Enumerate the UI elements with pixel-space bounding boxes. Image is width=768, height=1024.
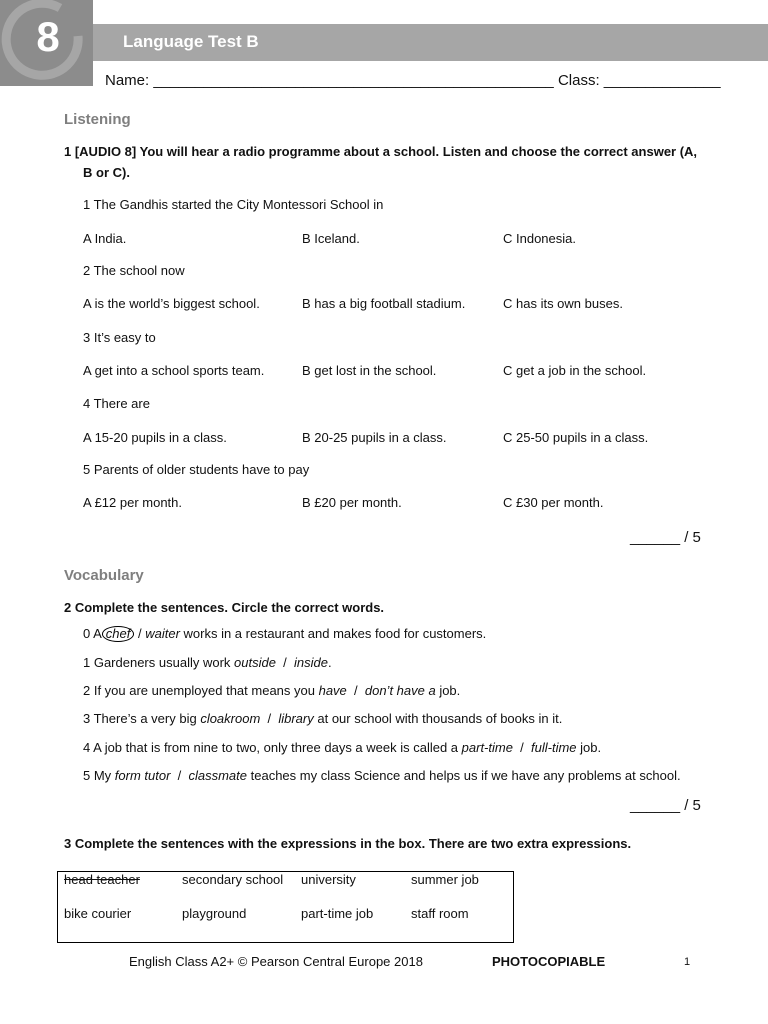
- vocabulary-score[interactable]: ______ / 5: [630, 797, 701, 814]
- footer-photocopiable: PHOTOCOPIABLE: [492, 954, 606, 969]
- expression-part-time-job: part-time job: [301, 906, 374, 921]
- option-form-tutor[interactable]: form tutor: [114, 768, 171, 783]
- question-3-stem: 3 It’s easy to: [83, 330, 156, 345]
- question-1-option-c[interactable]: C Indonesia.: [503, 231, 576, 246]
- option-classmate[interactable]: classmate: [188, 768, 248, 783]
- expression-head-teacher: head teacher: [64, 872, 140, 887]
- question-3-option-b[interactable]: B get lost in the school.: [302, 363, 437, 378]
- listening-instruction-line1: 1 [AUDIO 8] You will hear a radio programme about a school. Listen and choose the correct answer (A,: [64, 144, 698, 159]
- question-1-option-a[interactable]: A India.: [83, 231, 127, 246]
- footer-copyright: English Class A2+ © Pearson Central Europe 2018: [129, 954, 423, 969]
- title-bar: [93, 24, 768, 61]
- vocab-sentence-2: 2 If you are unemployed that means you have / don’t have a job.: [83, 683, 461, 698]
- option-dont-have-a[interactable]: don’t have a: [364, 683, 436, 698]
- expression-bike-courier: bike courier: [64, 906, 132, 921]
- vocab-sentence-3: 3 There’s a very big cloakroom / library at our school with thousands of books in it.: [83, 711, 563, 726]
- question-4-option-a[interactable]: A 15-20 pupils in a class.: [83, 430, 227, 445]
- question-1-stem: 1 The Gandhis started the City Montessori School in: [83, 197, 384, 212]
- exercise-3-instruction: 3 Complete the sentences with the expressions in the box. There are two extra expressions.: [64, 836, 632, 851]
- unit-badge: [0, 0, 93, 86]
- question-4-option-b[interactable]: B 20-25 pupils in a class.: [302, 430, 447, 445]
- question-4-stem: 4 There are: [83, 396, 150, 411]
- question-5-option-a[interactable]: A £12 per month.: [83, 495, 183, 510]
- expression-staff-room: staff room: [411, 906, 469, 921]
- question-3-option-a[interactable]: A get into a school sports team.: [83, 363, 265, 378]
- vocab-sentence-4: 4 A job that is from nine to two, only three days a week is called a part-time / full-time job.: [83, 740, 602, 755]
- question-5-option-c[interactable]: C £30 per month.: [503, 495, 604, 510]
- vocab-sentence-5: 5 My form tutor / classmate teaches my class Science and helps us if we have any problems at school.: [83, 768, 681, 783]
- vocabulary-instruction: 2 Complete the sentences. Circle the correct words.: [64, 600, 385, 615]
- expression-summer-job: summer job: [411, 872, 479, 887]
- expression-box: [57, 871, 514, 943]
- question-1-option-b[interactable]: B Iceland.: [302, 231, 360, 246]
- question-5-stem: 5 Parents of older students have to pay: [83, 462, 310, 477]
- option-full-time[interactable]: full-time: [531, 740, 577, 755]
- vocabulary-heading: Vocabulary: [64, 567, 144, 584]
- question-3-option-c[interactable]: C get a job in the school.: [503, 363, 647, 378]
- option-part-time[interactable]: part-time: [461, 740, 513, 755]
- option-waiter[interactable]: waiter: [145, 626, 180, 641]
- name-class-line[interactable]: Name: ________________________________________________ Class: ______________: [105, 72, 721, 89]
- listening-heading: Listening: [64, 111, 131, 128]
- option-cloakroom[interactable]: cloakroom: [200, 711, 261, 726]
- listening-instruction: [64, 141, 704, 183]
- listening-instruction-line2: B or C).: [83, 165, 130, 180]
- expression-playground: playground: [182, 906, 247, 921]
- option-have[interactable]: have: [318, 683, 347, 698]
- question-2-option-b[interactable]: B has a big football stadium.: [302, 296, 466, 311]
- question-2-option-a[interactable]: A is the world’s biggest school.: [83, 296, 260, 311]
- listening-score[interactable]: ______ / 5: [630, 529, 701, 546]
- option-outside[interactable]: outside: [234, 655, 276, 670]
- question-5-option-b[interactable]: B £20 per month.: [302, 495, 402, 510]
- option-library[interactable]: library: [278, 711, 314, 726]
- option-inside[interactable]: inside: [294, 655, 328, 670]
- question-2-stem: 2 The school now: [83, 263, 185, 278]
- question-2-option-c[interactable]: C has its own buses.: [503, 296, 623, 311]
- circled-answer-chef[interactable]: chef: [102, 626, 135, 642]
- expression-secondary-school: secondary school: [182, 872, 284, 887]
- unit-number: 8: [36, 13, 60, 60]
- page-number: 1: [684, 956, 691, 968]
- vocab-sentence-0: 0 A chef / waiter works in a restaurant and makes food for customers.: [83, 626, 487, 641]
- vocab-sentence-1: 1 Gardeners usually work outside / inside.: [83, 655, 332, 670]
- question-4-option-c[interactable]: C 25-50 pupils in a class.: [503, 430, 649, 445]
- expression-university: university: [301, 872, 356, 887]
- page-title: Language Test B: [123, 32, 259, 51]
